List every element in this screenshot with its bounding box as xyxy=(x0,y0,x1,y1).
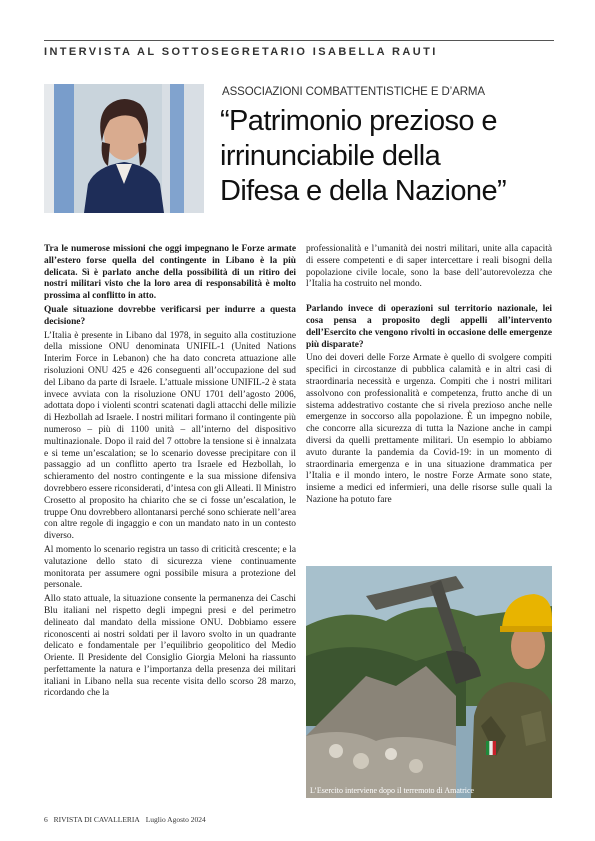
answer-paragraph: professionalità e l’umanità dei nostri militari, unite alla capacità di essere competenti e di saper intercettare i reali bisogni della popolazione civile locale, sono la base dell’autorevolezza che l’Italia ha costruito nel mondo. xyxy=(306,244,552,290)
earthquake-photo xyxy=(306,566,552,798)
answer-paragraph: Allo stato attuale, la situazione consente la permanenza dei Caschi Blu italiani nel rispetto degli impegni presi e del perimetro delineato dal mandato della missione ONU. Dobbiamo essere riconoscenti ai nostri soldati per il lavoro svolto in un quadrante delicato e fondamentale per l’equilibrio geopolitico del Medio Oriente. Il Presidente del Consiglio Giorgia Meloni ha riassunto perfettamente la natura e l’importanza della presenza dei militari italiani in Libano nella sua recente visita dello scorso 28 marzo, ricordando che la xyxy=(44,594,296,699)
page-footer xyxy=(44,815,210,824)
answer-paragraph: L’Italia è presente in Libano dal 1978, in seguito alla costituzione della missione ONU denominata UNIFIL-1 (United Nations Interim Force in Lebanon) che ha dato concreta attuazione alle risoluzioni ONU 425 e 426 conseguenti all’occupazione del sud del Libano da parte di Israele. L’attuale missione UNIFIL-2 è stata invece avviata con la risoluzione ONU 1701 dell’agosto 2006, adottata dopo i violenti scontri scatenati dagli attacchi delle milizie di Hezbollah ad Israele. I nostri militari formano il contingente più numeroso – più di 1100 unità – all’interno del dispositivo multinazionale. Dopo il raid del 7 ottobre la tensione si è innalzata e si teme un’escalation; se lo scenario dovesse precipitare con il passaggio ad un conflitto aperto tra Israele ed Hezbollah, lo schieramento del nostro contingente e la sua missione difensiva dovrebbero essere riconsiderati, d’intesa con gli Alleati. Il Ministro Crosetto al proposito ha chiarito che se ci fosse un’escalation, le truppe Onu dovrebbero allontanarsi perché sono schierate nell’area con altre regole di ingaggio e con un mandato nato in un contesto diverso. xyxy=(44,330,297,542)
left-column xyxy=(44,244,296,702)
page-number: 6 xyxy=(44,815,48,824)
photo-caption: L’Esercito interviene dopo il terremoto di Amatrice xyxy=(310,786,475,795)
headline-line: irrinunciabile della xyxy=(220,140,441,172)
answer-paragraph: Al momento lo scenario registra un tasso di criticità crescente; e la valutazione dello stato di sicurezza viene continuamente monitorata per assumere ogni possibile misura a protezione del personale. xyxy=(44,544,296,591)
question-paragraph: Quale situazione dovrebbe verificarsi per indurre a questa decisione? xyxy=(44,304,296,327)
question-paragraph: Tra le numerose missioni che oggi impegnano le Forze armate all’estero forse quella del contingente in Libano è la più delicata. Sì è parlato anche della possibilità di un ritiro dei nostri militari visto che la loro area di responsabilità è molto prossima al conflitto in atto. xyxy=(44,244,296,302)
header-rule xyxy=(44,40,554,41)
headline-line: “Patrimonio prezioso e xyxy=(220,105,497,137)
publication-name: RIVISTA DI CAVALLERIA xyxy=(53,815,140,824)
section-label: ASSOCIAZIONI COMBATTENTISTICHE E D’ARMA xyxy=(222,86,485,98)
right-column xyxy=(306,244,552,509)
question-paragraph: Parlando invece di operazioni sul territorio nazionale, lei cosa pensa a proposito degli appelli all’intervento dell’Esercito che vengono rivolti in occasione delle emergenze più disparate? xyxy=(306,304,552,350)
headline xyxy=(220,104,506,209)
headline-line: Difesa e della Nazione” xyxy=(220,175,507,207)
portrait-photo xyxy=(44,84,204,213)
answer-paragraph: Uno dei doveri delle Forze Armate è quello di svolgere compiti specifici in circostanze di pubblica calamità e in altri casi di straordinaria necessità e urgenza. Compiti che i nostri militari assolvono con professionalità e competenza, frutto anche di un sistema addestrativo costante che si rivela prezioso anche nelle emergenze in soccorso alla popolazione. È un impegno nobile, che concorre alla sicurezza di tutta la Nazione anche in campi diversi da quelli prettamente militari. Un esempio lo abbiamo avuto durante la pandemia da Covid-19: in un momento di straordinaria emergenza e in una situazione drammatica per l’Italia e il mondo intero, le nostre Forze Armate sono state, insieme a medici ed infermieri, una delle risorse sulle quali la Nazione ha potuto fare xyxy=(306,353,552,505)
issue-date: Luglio Agosto 2024 xyxy=(145,815,206,824)
article-kicker: INTERVISTA AL SOTTOSEGRETARIO ISABELLA RAUTI xyxy=(44,46,438,58)
